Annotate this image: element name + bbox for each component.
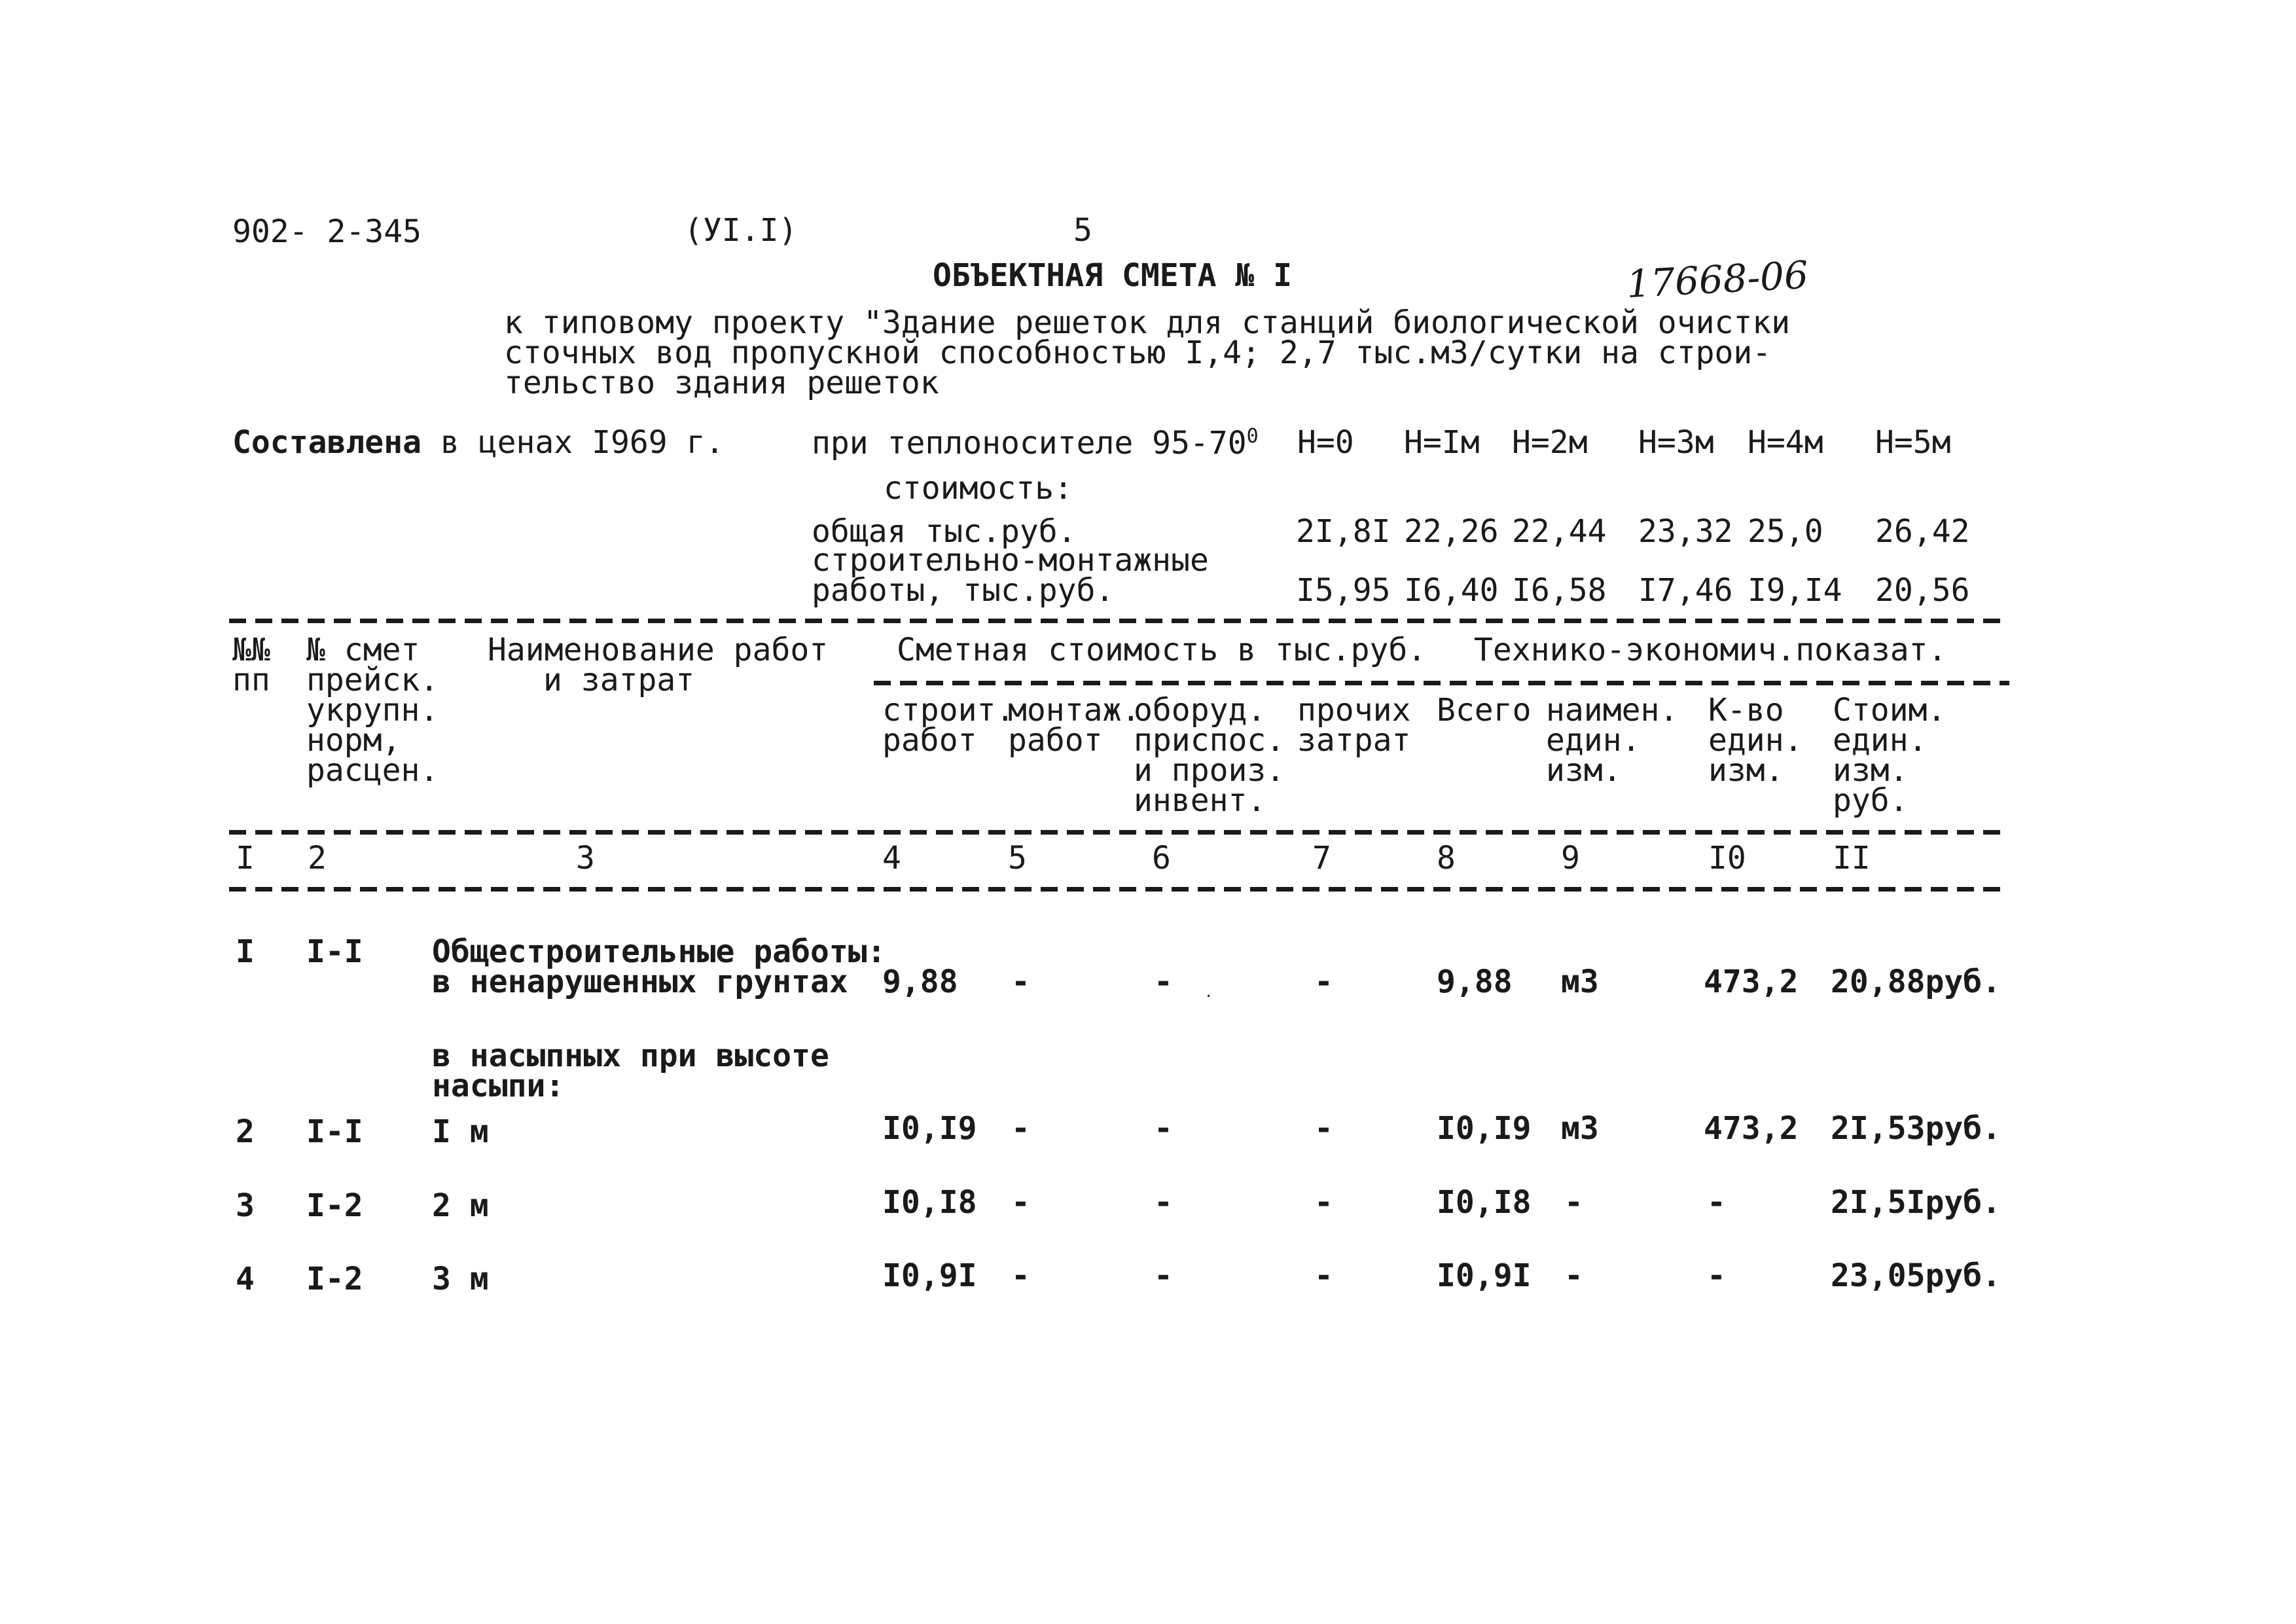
header-col-5-line-1: монтаж. — [1008, 692, 1141, 729]
row-4-unit: - — [1564, 1257, 1583, 1294]
row-4-name: 3 м — [432, 1261, 489, 1297]
document-code: 902- 2-345 — [232, 213, 422, 250]
header-col-6-line-4: инвент. — [1134, 782, 1266, 819]
header-col-3-line-2: и затрат — [543, 662, 695, 698]
document-title: ОБЪЕКТНАЯ СМЕТА № I — [933, 257, 1293, 294]
construction-cost-h3: I7,46 — [1638, 572, 1733, 609]
row-2-total: I0,I9 — [1437, 1110, 1532, 1147]
section-number: (УI.I) — [684, 212, 798, 249]
total-cost-h2: 22,44 — [1512, 513, 1607, 550]
column-number-10: I0 — [1708, 840, 1746, 876]
row-1-qty: 473,2 — [1704, 964, 1799, 1000]
row-3-qty: - — [1707, 1184, 1726, 1221]
header-col-6 — [1134, 692, 1285, 819]
row-4-code: I-2 — [306, 1261, 363, 1297]
row-1-code: I-I — [306, 933, 363, 970]
row-1-unit-cost: 20,88руб. — [1831, 964, 2001, 1000]
header-col-7-line-1: прочих — [1297, 692, 1411, 729]
prices-basis-rest: в ценах I969 г. — [421, 424, 725, 461]
construction-cost-h5: 20,56 — [1875, 572, 1970, 609]
rule-group-header — [874, 681, 2009, 685]
construction-cost-h2: I6,58 — [1512, 572, 1607, 609]
row-4-total: I0,9I — [1437, 1257, 1532, 1294]
header-col-1 — [232, 632, 270, 698]
section-general-construction: Общестроительные работы: — [432, 933, 886, 970]
prices-basis-bold: Составлена — [232, 424, 422, 461]
header-col-11-line-2: един. — [1833, 722, 1928, 759]
header-col-11-line-1: Стоим. — [1833, 692, 1946, 729]
row-2-qty: 473,2 — [1704, 1110, 1799, 1147]
header-col-1-line-2: пп — [232, 662, 270, 698]
header-group-cost: Сметная стоимость в тыс.руб. — [897, 632, 1427, 668]
header-col-6-line-2: приспос. — [1134, 722, 1285, 759]
row-4-mount: - — [1011, 1257, 1030, 1294]
row-3-unit: - — [1564, 1184, 1583, 1221]
header-col-6-line-1: оборуд. — [1134, 692, 1266, 729]
section-fill-soils — [432, 1038, 829, 1104]
ink-speck: · — [1204, 988, 1213, 1005]
column-number-2: 2 — [308, 840, 327, 876]
row-3-build: I0,I8 — [882, 1184, 977, 1221]
construction-cost-h1: I6,40 — [1404, 572, 1499, 609]
column-number-11: II — [1833, 840, 1871, 876]
construction-label-1: строительно-монтажные — [812, 542, 1209, 579]
cost-label: стоимость: — [884, 470, 1073, 507]
row-1-number: I — [236, 933, 255, 970]
row-4-build: I0,9I — [882, 1257, 977, 1294]
section-fill-soils-line-2: насыпи: — [432, 1068, 565, 1104]
row-1-mount: - — [1011, 964, 1030, 1000]
row-2-mount: - — [1011, 1110, 1030, 1147]
header-col-2-line-1: № смет — [306, 632, 420, 668]
column-number-9: 9 — [1561, 840, 1580, 876]
header-col-11 — [1833, 692, 1946, 819]
rule-header-bottom — [229, 830, 2009, 835]
header-col-9-line-3: изм. — [1546, 752, 1622, 789]
total-cost-h5: 26,42 — [1875, 513, 1970, 550]
header-col-7-line-2: затрат — [1297, 722, 1411, 759]
header-col-1-line-1: №№ — [232, 632, 270, 668]
prices-basis — [232, 424, 725, 461]
total-cost-h3: 23,32 — [1638, 513, 1733, 550]
rule-colnum-bottom — [229, 887, 2009, 892]
row-3-name: 2 м — [432, 1187, 489, 1224]
construction-cost-h4: I9,I4 — [1748, 572, 1842, 609]
row-2-build: I0,I9 — [882, 1110, 977, 1147]
row-1-total: 9,88 — [1437, 964, 1513, 1000]
row-2-unit-cost: 2I,53руб. — [1831, 1110, 2001, 1147]
header-group-tech: Технико-экономич.показат. — [1474, 632, 1947, 668]
header-col-10-line-3: изм. — [1708, 752, 1784, 789]
total-cost-h0: 2I,8I — [1296, 513, 1391, 550]
row-3-code: I-2 — [306, 1187, 363, 1224]
header-col-8-line-1: Всего — [1437, 692, 1532, 729]
column-number-5: 5 — [1008, 840, 1027, 876]
header-col-3 — [488, 632, 829, 698]
header-col-11-line-4: руб. — [1833, 782, 1909, 819]
row-3-total: I0,I8 — [1437, 1184, 1532, 1221]
construction-label-2: работы, тыс.руб. — [812, 572, 1115, 609]
row-2-name: I м — [432, 1113, 489, 1150]
row-3-mount: - — [1011, 1184, 1030, 1221]
coolant-degree: 0 — [1246, 425, 1259, 448]
column-number-6: 6 — [1152, 840, 1171, 876]
row-1-name: в ненарушенных грунтах — [432, 964, 848, 1000]
height-h3: Н=3м — [1638, 424, 1714, 461]
header-col-4-line-2: работ — [882, 722, 977, 759]
row-2-unit: м3 — [1561, 1110, 1599, 1147]
row-3-equip: - — [1154, 1184, 1173, 1221]
total-cost-label: общая тыс.руб. — [812, 513, 1077, 550]
construction-cost-h0: I5,95 — [1296, 572, 1391, 609]
row-4-number: 4 — [236, 1261, 255, 1297]
row-4-unit-cost: 23,05руб. — [1831, 1257, 2001, 1294]
header-col-7 — [1297, 692, 1411, 759]
section-fill-soils-line-1: в насыпных при высоте — [432, 1038, 829, 1074]
row-4-equip: - — [1154, 1257, 1173, 1294]
row-2-other: - — [1314, 1110, 1333, 1147]
rule-table-top — [229, 619, 2009, 623]
header-col-4 — [882, 692, 1015, 759]
header-col-11-line-3: изм. — [1833, 752, 1909, 789]
header-col-4-line-1: строит. — [882, 692, 1015, 729]
row-1-other: - — [1314, 964, 1333, 1000]
height-h0: Н=0 — [1297, 424, 1354, 461]
height-h1: Н=Iм — [1404, 424, 1480, 461]
total-cost-h4: 25,0 — [1748, 513, 1823, 550]
header-col-2-line-3: укрупн. — [306, 692, 439, 729]
row-3-number: 3 — [236, 1187, 255, 1224]
header-col-5 — [1008, 692, 1141, 759]
coolant-label-text: при теплоносителе 95-70 — [812, 425, 1247, 461]
height-h2: Н=2м — [1512, 424, 1588, 461]
row-2-number: 2 — [236, 1113, 255, 1150]
row-3-other: - — [1314, 1184, 1333, 1221]
header-col-2 — [306, 632, 439, 789]
row-1-equip: - — [1154, 964, 1173, 1000]
header-col-10-line-2: един. — [1708, 722, 1803, 759]
subtitle-line-3: тельство здания решеток — [504, 365, 939, 401]
header-col-2-line-4: норм, — [306, 722, 401, 759]
header-col-2-line-5: расцен. — [306, 752, 439, 789]
coolant-label — [812, 427, 1259, 459]
row-1-unit: м3 — [1561, 964, 1599, 1000]
header-col-9 — [1546, 692, 1679, 789]
header-col-9-line-2: един. — [1546, 722, 1641, 759]
header-col-3-line-1: Наименование работ — [488, 632, 829, 668]
column-number-8: 8 — [1437, 840, 1456, 876]
subtitle-line-1: к типовому проекту "Здание решеток для станций биологической очистки — [504, 304, 1791, 341]
header-col-2-line-2: прейск. — [306, 662, 439, 698]
row-2-equip: - — [1154, 1110, 1173, 1147]
subtitle-line-2: сточных вод пропускной способностью I,4; 2,7 тыс.м3/сутки на строи- — [504, 334, 1772, 371]
height-h5: Н=5м — [1875, 424, 1951, 461]
header-col-8 — [1437, 692, 1532, 729]
handwritten-inventory-number: 17668-06 — [1625, 252, 1810, 307]
header-col-10 — [1708, 692, 1803, 789]
row-4-qty: - — [1707, 1257, 1726, 1294]
column-number-7: 7 — [1312, 840, 1331, 876]
header-col-10-line-1: К-во — [1708, 692, 1784, 729]
header-col-6-line-3: и произ. — [1134, 752, 1285, 789]
header-col-5-line-2: работ — [1008, 722, 1103, 759]
total-cost-h1: 22,26 — [1404, 513, 1499, 550]
column-number-4: 4 — [882, 840, 901, 876]
column-number-1: I — [236, 840, 255, 876]
row-2-code: I-I — [306, 1113, 363, 1150]
page-number: 5 — [1073, 212, 1092, 249]
height-h4: Н=4м — [1748, 424, 1823, 461]
row-4-other: - — [1314, 1257, 1333, 1294]
header-col-9-line-1: наимен. — [1546, 692, 1679, 729]
column-number-3: 3 — [576, 840, 595, 876]
row-3-unit-cost: 2I,5Iруб. — [1831, 1184, 2001, 1221]
row-1-build: 9,88 — [882, 964, 958, 1000]
